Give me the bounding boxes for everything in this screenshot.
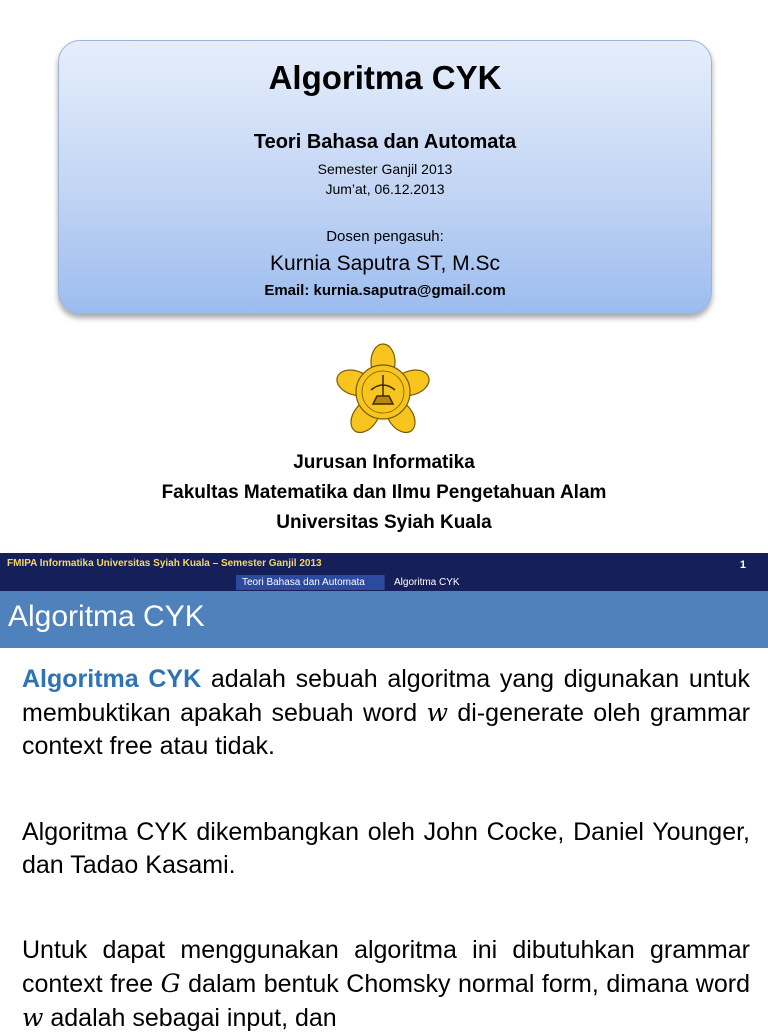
department: Jurusan Informatika xyxy=(293,452,475,473)
lecturer-email: Email: kurnia.saputra@gmail.com xyxy=(264,282,506,299)
lecturer-name: Kurnia Saputra ST, M.Sc xyxy=(270,252,500,275)
course-name: Teori Bahasa dan Automata xyxy=(253,131,517,153)
faculty: Fakultas Matematika dan Ilmu Pengetahuan Alam xyxy=(161,482,607,503)
university: Universitas Syiah Kuala xyxy=(276,512,492,533)
title-box xyxy=(58,40,712,314)
var-w: w xyxy=(22,1003,44,1032)
page-number: 1 xyxy=(739,559,746,571)
highlight-term: Algoritma CYK xyxy=(22,665,202,693)
breadcrumb-course: Teori Bahasa dan Automata xyxy=(242,577,365,588)
var-g: G xyxy=(160,969,181,998)
university-logo-icon xyxy=(333,342,433,438)
paragraph-history: Algoritma CYK dikembangkan oleh John Cocke, Daniel Younger, dan Tadao Kasami. xyxy=(22,818,750,879)
slide-title: Algoritma CYK xyxy=(268,59,502,96)
var-w: w xyxy=(426,698,448,727)
slide-header xyxy=(0,553,768,591)
lecture-date: Jum’at, 06.12.2013 xyxy=(325,181,445,197)
content-slide xyxy=(0,553,768,1032)
title-band xyxy=(0,591,768,648)
lecturer-label: Dosen pengasuh: xyxy=(326,228,444,245)
paragraph-requirement: Untuk dapat menggunakan algoritma ini dibutuhkan grammar context free G dalam bentuk Chomsky normal form, dimana word w adalah sebagai input, dan xyxy=(22,936,750,1032)
semester: Semester Ganjil 2013 xyxy=(317,161,453,177)
content-title: Algoritma CYK xyxy=(8,600,205,633)
header-caption: FMIPA Informatika Universitas Syiah Kuala – Semester Ganjil 2013 xyxy=(7,558,322,569)
breadcrumb-topic: Algoritma CYK xyxy=(384,575,469,590)
paragraph-definition: Algoritma CYK adalah sebuah algoritma yang digunakan untuk membuktikan apakah sebuah word w di-generate oleh grammar context free atau tidak. xyxy=(22,665,750,760)
